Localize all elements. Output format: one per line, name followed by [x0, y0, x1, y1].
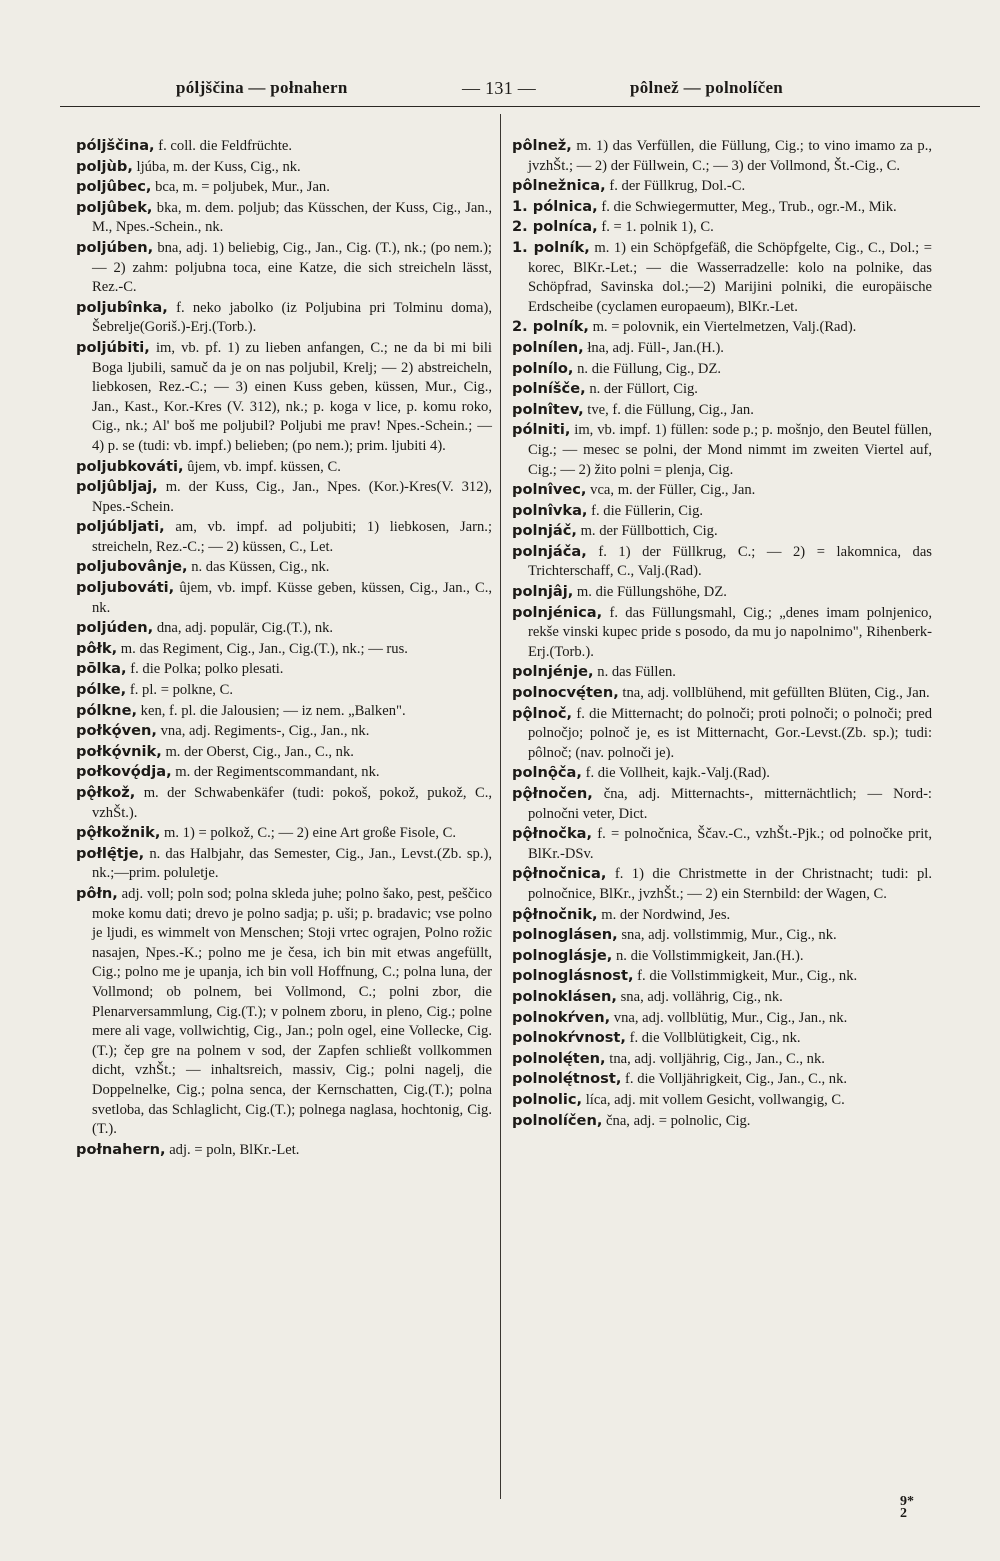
entry-headword: pǫ̂łnočnik, — [512, 905, 598, 923]
entry-headword: polnîvec, — [512, 481, 587, 499]
entry-headword: pólke, — [76, 681, 127, 699]
entry-headword: polnjáč, — [512, 522, 577, 540]
entry-headword: polnîvka, — [512, 501, 588, 519]
entry-definition: f. die Vollblütigkeit, Cig., nk. — [629, 1030, 801, 1047]
entry-headword: poljûbec, — [76, 178, 152, 196]
dictionary-entry — [512, 238, 932, 317]
dictionary-entry — [512, 925, 932, 946]
dictionary-entry — [512, 987, 932, 1008]
entry-headword: poljúbljati, — [76, 518, 165, 536]
entry-definition: ljúba, m. der Kuss, Cig., nk. — [136, 158, 301, 175]
dictionary-entry — [76, 238, 492, 298]
entry-definition: tna, adj. vollblühend, mit gefüllten Blüten, Cig., Jan. — [622, 685, 930, 702]
entry-headword: polnílen, — [512, 338, 584, 356]
entry-headword: 1. pólnica, — [512, 197, 598, 215]
entry-headword: polnolę́ten, — [512, 1049, 606, 1067]
entry-definition: čna, adj. = polnolic, Cig. — [606, 1112, 751, 1129]
dictionary-entry — [512, 359, 932, 380]
entry-headword: polnjâj, — [512, 583, 574, 601]
entry-definition: m. 1) das Verfüllen, die Füllung, Cig.; to vino imamo za p., jvzhŠt.; — 2) der Füllwein, C.; — 3) der Vollmond, Št.-Cig., C. — [528, 138, 932, 174]
entry-headword: 1. polník, — [512, 238, 590, 256]
dictionary-entry — [512, 1049, 932, 1070]
dictionary-entry — [76, 701, 492, 722]
dictionary-entry — [512, 905, 932, 926]
dictionary-entry — [76, 557, 492, 578]
dictionary-entry — [512, 338, 932, 359]
entry-headword: pǫ̂łnočen, — [512, 785, 593, 802]
entry-headword: pǫ̂lnoč, — [512, 704, 573, 722]
entry-definition: im, vb. pf. 1) zu lieben anfangen, C.; ne da bi mi bili Boga ljubili, samuč da je on nas poljubil, Krelj; — 2) abstreicheln, liebkosen, Rez.-C.; — 3) einen Kuss geben, küssen, Mur., Cig., Jan., Kast., Kor.-Kres (V. 312), nk.; p. koga v lice, p. komu roko, Cig., nk.; Al' boš me poljubil? Poljubi me prav! Npes.-Schein.; — 4) p. se (tudi: vb. impf.) belieben; (po nem.); prim. ljubiti 4). — [92, 339, 492, 454]
entry-definition: dna, adj. populär, Cig.(T.), nk. — [156, 620, 334, 637]
entry-definition: m. = polovnik, ein Viertelmetzen, Valj.(Rad). — [592, 319, 857, 336]
page-number: — 131 — — [462, 78, 537, 98]
entry-headword: połkǫ́ven, — [76, 722, 157, 740]
entry-definition: f. neko jabolko (iz Poljubina pri Tolminu doma), Šebrelje(Goriš.)-Erj.(Torb.). — [92, 299, 492, 336]
entry-headword: poljúbiti, — [76, 338, 150, 356]
entry-headword: polnǫ̑ča, — [512, 764, 582, 782]
dictionary-entry — [512, 136, 932, 176]
entry-headword: polnolíčen, — [512, 1111, 603, 1129]
entry-headword: polnocvę́ten, — [512, 684, 619, 702]
dictionary-entry — [512, 400, 932, 421]
dictionary-entry — [76, 517, 492, 557]
entry-headword: 2. polník, — [512, 318, 589, 336]
entry-headword: pôłk, — [76, 639, 118, 657]
entry-headword: polnolic, — [512, 1090, 583, 1108]
dictionary-entry — [76, 823, 492, 844]
entry-headword: póljščina, — [76, 137, 155, 154]
dictionary-entry — [76, 680, 492, 701]
entry-headword: polnîtev, — [512, 400, 584, 418]
entry-definition: f. das Füllungsmahl, Cig.; „denes imam polnjenico, rekše vinski kupec pride s posodo, da mu jo napolnimo", Rihenberk-Erj.(Torb.). — [528, 604, 932, 660]
dictionary-entry — [76, 783, 492, 823]
entry-definition: łna, adj. Füll-, Jan.(H.). — [587, 339, 724, 356]
entry-definition: m. der Füllbottich, Cig. — [580, 523, 718, 540]
entry-definition: vna, adj. Regiments-, Cig., Jan., nk. — [160, 723, 370, 740]
entry-headword: poljubovânje, — [76, 558, 188, 576]
entry-headword: polnjáča, — [512, 542, 587, 560]
dictionary-entry — [512, 542, 932, 582]
entry-definition: f. die Schwiegermutter, Meg., Trub., ogr.-M., Mik. — [601, 198, 897, 215]
entry-definition: f. 1) der Füllkrug, C.; — 2) = lakomnica, das Trichterschaff, C., Valj.(Rad). — [528, 543, 932, 580]
entry-definition: f. die Vollstimmigkeit, Mur., Cig., nk. — [637, 968, 858, 985]
entry-definition: vna, adj. vollblütig, Mur., Cig., Jan., nk. — [613, 1009, 848, 1026]
dictionary-entry — [76, 618, 492, 639]
entry-headword: połlę̑tje, — [76, 844, 145, 862]
dictionary-entry — [512, 217, 932, 238]
entry-definition: m. die Füllungshöhe, DZ. — [576, 584, 727, 601]
entry-headword: polnoglásnost, — [512, 967, 634, 985]
dictionary-entry — [512, 480, 932, 501]
entry-definition: f. die Füllerin, Cig. — [591, 502, 704, 519]
entry-definition: im, vb. impf. 1) füllen: sode p.; p. mošnjo, den Beutel füllen, Cig.; — mesec se polni, der Mond nimmt im zweiten Viertel auf, Cig.; — 2) žito polni = plenja, Cig. — [528, 422, 932, 478]
dictionary-entry — [512, 1008, 932, 1029]
header-rule — [60, 106, 980, 107]
dictionary-entry — [76, 762, 492, 783]
entry-definition: f. pl. = polkne, C. — [129, 682, 233, 699]
entry-headword: pôłn, — [76, 884, 118, 902]
dictionary-entry — [512, 1090, 932, 1111]
dictionary-entry — [512, 946, 932, 967]
entry-headword: poljùb, — [76, 157, 133, 175]
entry-headword: pôlnež, — [512, 137, 572, 154]
entry-headword: pôlnežnica, — [512, 177, 606, 195]
dictionary-entry — [76, 1140, 492, 1161]
entry-definition: m. der Schwabenkäfer (tudi: pokoš, pokož, pukož, C., vzhŠt.). — [92, 785, 492, 821]
entry-headword: polnílo, — [512, 359, 574, 377]
dictionary-entry — [76, 884, 492, 1140]
entry-definition: sna, adj. vollährig, Cig., nk. — [620, 988, 783, 1005]
entry-definition: ûjem, vb. impf. Küsse geben, küssen, Cig., Jan., C., nk. — [92, 580, 492, 616]
entry-definition: n. das Halbjahr, das Semester, Cig., Jan., Levst.(Zb. sp.), nk.;—prim. poluletje. — [92, 845, 492, 882]
entry-headword: polnjénica, — [512, 603, 603, 621]
entry-definition: bca, m. = poljubek, Mur., Jan. — [155, 179, 330, 196]
entry-definition: m. der Kuss, Cig., Jan., Npes. (Kor.)-Kres(V. 312), Npes.-Schein. — [92, 479, 493, 515]
entry-definition: adj. voll; poln sod; polna skleda juhe; polno šako, pest, peščico moke komu dati; drevo je polno sadja; p. uši; p. bradavic; vse polno je ljudi, es wimmelt von Menschen; Stoji vrtec ograjen, Polno rožic nasajen, Npes.-K.; polno me je česa, ich bin mit etwas angefüllt, Cig.; polno me je upanja, ich bin voll Hoffnung, C.; polna luna, der Vollmond; ob polnem, bei Vollmond, C.; polni zbor, die Plenarversammlung, Cig.(T.); v polnem zboru, in pleno, Cig.; polne mere ali vage, vollwichtig, Cig., Jan.; poln ogel, eine Vollecke, Cig.(T.); čep gre na polnem v sod, der Zapfen schließt vollkommen dicht, vzhŠt.; — inhaltsreich, massiv, Cig.; polni nagelj, die Doppelnelke, Cig.; polna senca, der Kernschatten, Cig.(T.); polna svetloba, das Schlaglicht, Cig.(T.); polnega naglasa, hochtonig, Cig.(T.). — [92, 885, 492, 1138]
dictionary-entry — [76, 338, 492, 457]
entry-headword: pólniti, — [512, 421, 571, 439]
dictionary-entry — [76, 457, 492, 478]
entry-definition: sna, adj. vollstimmig, Mur., Cig., nk. — [621, 927, 837, 944]
entry-headword: 2. polníca, — [512, 218, 598, 236]
running-head-left: póljščina — połnahern — [176, 78, 348, 97]
dictionary-entry — [512, 317, 932, 338]
entry-headword: polnokŕvnost, — [512, 1029, 626, 1047]
dictionary-entry — [512, 176, 932, 197]
dictionary-entry — [512, 521, 932, 542]
entry-definition: m. der Regimentscommandant, nk. — [175, 764, 380, 781]
entry-definition: ûjem, vb. impf. küssen, C. — [187, 458, 341, 475]
entry-headword: polnjénje, — [512, 663, 594, 681]
entry-headword: połnahern, — [76, 1140, 166, 1158]
entry-headword: połkǫ́vnik, — [76, 742, 162, 760]
entry-definition: čna, adj. Mitternachts-, mitternächtlich; — Nord-: polnočni veter, Dict. — [528, 786, 932, 822]
dictionary-entry — [512, 683, 932, 704]
dictionary-entry — [512, 420, 932, 480]
dictionary-entry — [76, 136, 492, 157]
entry-definition: n. die Füllung, Cig., DZ. — [577, 360, 722, 377]
dictionary-entry — [76, 742, 492, 763]
entry-definition: bka, m. dem. poljub; das Küsschen, der Kuss, Cig., Jan., M., Npes.-Schein., nk. — [92, 199, 492, 236]
entry-definition: n. die Vollstimmigkeit, Jan.(H.). — [615, 947, 804, 964]
entry-definition: f. die Volljährigkeit, Cig., Jan., C., nk. — [625, 1071, 848, 1088]
entry-headword: poljubînka, — [76, 298, 168, 316]
entry-headword: poljúden, — [76, 619, 154, 637]
entry-definition: m. 1) ein Schöpfgefäß, die Schöpfgelte, Cig., C., Dol.; = korec, BlKr.-Let.; — die Wasserradzelle: kolo na polnike, das Schöpfrad, Savinska dol.;—2) Marijini polniki, die europäische Erdscheibe (cyclamen europaeum), BlKr.-Let. — [528, 239, 932, 315]
entry-headword: polnolę́tnost, — [512, 1070, 622, 1088]
dictionary-entry — [76, 639, 492, 660]
dictionary-entry — [76, 659, 492, 680]
dictionary-entry — [512, 704, 932, 764]
dictionary-entry — [76, 721, 492, 742]
entry-definition: ken, f. pl. die Jalousien; — iz nem. „Balken". — [140, 702, 406, 719]
entry-headword: pōlka, — [76, 660, 127, 678]
dictionary-entry — [76, 477, 492, 517]
dictionary-entry — [76, 157, 492, 178]
entry-headword: poljûbek, — [76, 198, 153, 216]
dictionary-entry — [76, 177, 492, 198]
entry-headword: polnokŕven, — [512, 1008, 611, 1026]
entry-headword: poljúben, — [76, 238, 154, 256]
entry-headword: poljubkováti, — [76, 457, 184, 475]
dictionary-entry — [512, 966, 932, 987]
dictionary-entry — [512, 662, 932, 683]
entry-headword: polnoglásen, — [512, 926, 618, 944]
entry-definition: f. die Polka; polko plesati. — [130, 661, 284, 678]
entry-headword: pǫ̂łnočnica, — [512, 865, 607, 883]
entry-definition: vca, m. der Füller, Cig., Jan. — [590, 482, 756, 499]
entry-definition: tve, f. die Füllung, Cig., Jan. — [587, 401, 754, 418]
right-column — [512, 136, 932, 1131]
entry-definition: f. die Mitternacht; do polnoči; proti polnoči; o polnoči; pred polnočjo; polnoč je, es ist Mitternacht, Gor.-Levst.(Zb. sp.); tudi: pôlnoč; (nav. polnoči je). — [528, 705, 932, 761]
entry-definition: bna, adj. 1) beliebig, Cig., Jan., Cig. (T.), nk.; (po nem.); — 2) zahm: poljubna toca, eine Katze, die sich streicheln lässt, Rez.-C. — [92, 239, 492, 296]
dictionary-entry — [76, 844, 492, 884]
entry-headword: pǫ̂łkož, — [76, 784, 136, 801]
column-divider — [500, 114, 501, 1499]
entry-definition: f. die Vollheit, kajk.-Valj.(Rad). — [585, 765, 770, 782]
dictionary-entry — [76, 298, 492, 338]
entry-headword: polnoglásje, — [512, 946, 613, 964]
entry-definition: n. der Füllort, Cig. — [589, 381, 698, 398]
dictionary-entry — [512, 501, 932, 522]
entry-definition: f. = polnočnica, Ščav.-C., vzhŠt.-Pjk.; od polnočke prit, BlKr.-DSv. — [528, 826, 932, 862]
entry-definition: n. das Füllen. — [597, 664, 676, 681]
dictionary-entry — [512, 379, 932, 400]
dictionary-entry — [76, 578, 492, 618]
entry-headword: pólkne, — [76, 701, 138, 719]
entry-headword: polnoklásen, — [512, 987, 617, 1005]
entry-definition: m. der Nordwind, Jes. — [601, 906, 731, 923]
dictionary-entry — [512, 864, 932, 904]
entry-definition: f. 1) die Christmette in der Christnacht; tudi: pl. polnočnice, BlKr., jvzhŠt.; — 2) ein Sternbild: der Wagen, C. — [528, 866, 932, 902]
dictionary-entry — [512, 603, 932, 663]
entry-definition: m. das Regiment, Cig., Jan., Cig.(T.), nk.; — rus. — [120, 640, 408, 657]
entry-definition: am, vb. impf. ad poljubiti; 1) liebkosen, Jarn.; streicheln, Rez.-C.; — 2) küssen, C., Let. — [92, 519, 492, 555]
entry-definition: f. = 1. polnik 1), C. — [601, 219, 714, 236]
running-head-right: pôlnež — polnolíčen — [630, 78, 784, 97]
dictionary-entry — [512, 582, 932, 603]
signature-mark: 9* 2 — [900, 1494, 914, 1521]
left-column — [76, 136, 492, 1160]
entry-headword: polníšče, — [512, 380, 586, 398]
dictionary-entry — [512, 824, 932, 864]
entry-definition: adj. = poln, BlKr.-Let. — [169, 1141, 300, 1158]
dictionary-entry — [512, 784, 932, 824]
dictionary-entry — [512, 763, 932, 784]
dictionary-entry — [512, 1069, 932, 1090]
entry-definition: m. der Oberst, Cig., Jan., C., nk. — [165, 743, 354, 760]
entry-headword: poljubováti, — [76, 579, 175, 597]
dictionary-entry — [76, 198, 492, 238]
entry-definition: líca, adj. mit vollem Gesicht, vollwangig, C. — [585, 1091, 845, 1108]
entry-definition: tna, adj. volljährig, Cig., Jan., C., nk. — [609, 1050, 825, 1067]
entry-headword: poljûbljaj, — [76, 478, 158, 496]
entry-definition: f. der Füllkrug, Dol.-C. — [609, 178, 746, 195]
entry-definition: f. coll. die Feldfrüchte. — [158, 138, 292, 154]
dictionary-entry — [512, 1028, 932, 1049]
dictionary-entry — [512, 1111, 932, 1132]
entry-headword: pǫ̂łnočka, — [512, 825, 593, 843]
dictionary-entry — [512, 197, 932, 218]
entry-headword: pǫ̂łkožnik, — [76, 824, 161, 842]
entry-headword: połkovǫ́dja, — [76, 763, 172, 781]
entry-definition: n. das Küssen, Cig., nk. — [191, 559, 330, 576]
entry-definition: m. 1) = polkož, C.; — 2) eine Art große Fisole, C. — [164, 825, 456, 842]
